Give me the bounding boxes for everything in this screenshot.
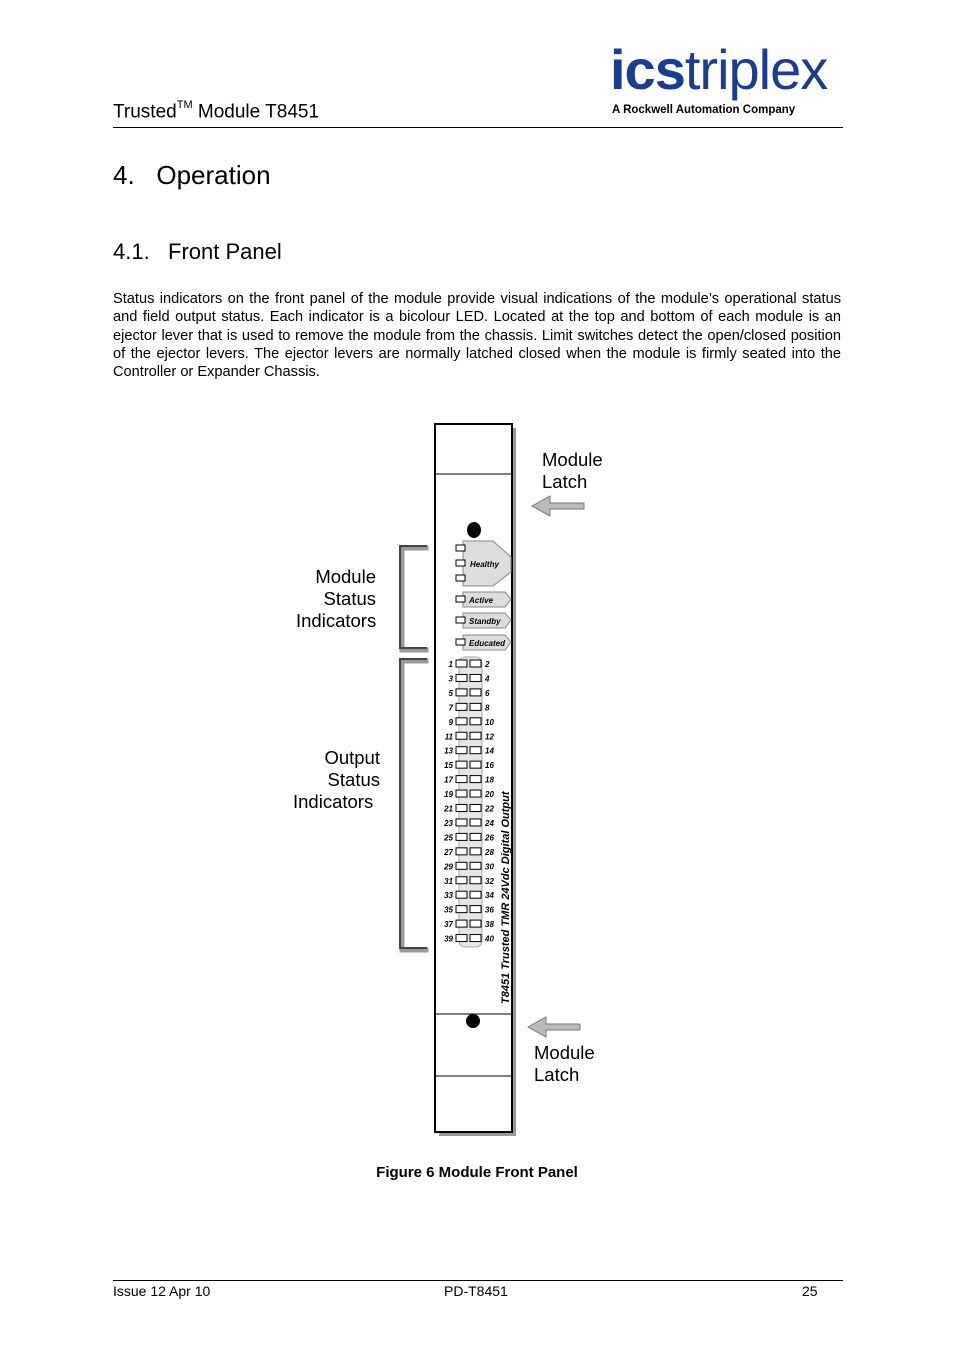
logo-word-1: ics — [610, 38, 685, 101]
body-paragraph: Status indicators on the front panel of the module provide visual indications of the module’s operational status and field output status. Each indicator is a bicolour LED. Located at the top and bottom of each module is an ejector lever that is used to remove the module from the chassis. Limit switches detect the open/closed position of the ejector levers. The ejector levers are normally latched closed when the module is firmly seated into the Controller or Expander Chassis. — [113, 291, 841, 381]
output-channel-label: 20 — [485, 790, 494, 800]
output-led-16 — [470, 761, 481, 768]
output-channel-label: 2 — [485, 660, 490, 669]
active-label: Active — [469, 596, 494, 605]
output-channel-label: 23 — [444, 818, 453, 828]
top-latch-callout: Module Latch — [542, 449, 603, 492]
output-led-21 — [456, 805, 467, 812]
output-channel-label: 25 — [444, 833, 453, 843]
logo-tagline: A Rockwell Automation Company — [612, 104, 796, 116]
bottom-latch-arrow — [528, 1017, 580, 1037]
output-led-36 — [470, 906, 481, 913]
output-channel-label: 36 — [485, 905, 494, 915]
output-led-7 — [456, 703, 467, 710]
output-channel-label: 33 — [444, 891, 453, 901]
output-channel-label: 38 — [485, 920, 494, 930]
output-channel-label: 1 — [448, 660, 453, 669]
healthy-led-2 — [456, 560, 465, 566]
output-led-40 — [470, 935, 481, 942]
output-channel-label: 5 — [448, 688, 453, 698]
output-led-26 — [470, 833, 481, 840]
output-channel-label: 26 — [485, 833, 494, 843]
output-channel-label: 32 — [485, 876, 494, 886]
output-led-29 — [456, 862, 467, 869]
output-channel-label: 35 — [444, 905, 453, 915]
output-led-18 — [470, 776, 481, 783]
output-led-20 — [470, 790, 481, 797]
output-channel-label: 37 — [444, 920, 453, 930]
footer-doc-id: PD-T8451 — [444, 1283, 508, 1299]
bottom-latch-dot — [466, 1014, 480, 1028]
output-channel-label: 9 — [448, 717, 453, 727]
footer-page-number: 25 — [802, 1283, 818, 1299]
output-channel-label: 19 — [444, 790, 453, 800]
healthy-led-3 — [456, 575, 465, 581]
output-led-9 — [456, 718, 467, 725]
output-led-19 — [456, 790, 467, 797]
module-vertical-label: T8451 Trusted TMR 24Vdc Digital Output — [500, 791, 512, 1004]
output-channel-label: 6 — [485, 688, 490, 698]
output-channel-label: 12 — [485, 732, 494, 742]
output-channel-label: 10 — [485, 717, 494, 727]
output-led-13 — [456, 747, 467, 754]
output-led-33 — [456, 891, 467, 898]
output-led-11 — [456, 732, 467, 739]
output-led-5 — [456, 689, 467, 696]
output-channel-label: 11 — [444, 732, 453, 742]
output-bracket — [400, 659, 426, 950]
output-channel-label: 14 — [485, 746, 494, 756]
output-channel-label: 15 — [444, 761, 453, 771]
footer-issue: Issue 12 Apr 10 — [113, 1283, 211, 1299]
output-led-22 — [470, 805, 481, 812]
output-led-38 — [470, 920, 481, 927]
output-led-32 — [470, 877, 481, 884]
output-led-25 — [456, 833, 467, 840]
subsection-heading: 4.1. Front Panel — [113, 239, 282, 264]
output-channel-label: 24 — [485, 818, 494, 828]
output-channel-label: 39 — [444, 934, 453, 944]
output-channel-label: 8 — [485, 703, 490, 713]
output-channel-label: 27 — [444, 847, 453, 857]
output-channel-label: 21 — [444, 804, 453, 814]
output-led-37 — [456, 920, 467, 927]
output-led-35 — [456, 906, 467, 913]
standby-label: Standby — [469, 617, 501, 626]
header-title: Trusted™ Module T8451 — [113, 99, 320, 123]
output-led-28 — [470, 848, 481, 855]
healthy-label: Healthy — [470, 560, 499, 569]
output-led-31 — [456, 877, 467, 884]
output-led-17 — [456, 776, 467, 783]
output-channel-label: 16 — [485, 761, 494, 771]
output-led-2 — [470, 660, 481, 667]
output-channel-label: 31 — [444, 876, 453, 886]
output-indicators-callout: Output Status Indicators — [293, 747, 380, 812]
logo-word-2: triplex — [684, 38, 828, 101]
output-channel-label: 40 — [485, 934, 494, 944]
output-led-15 — [456, 761, 467, 768]
healthy-led-1 — [456, 545, 465, 551]
output-channel-label: 13 — [444, 746, 453, 756]
active-led — [456, 596, 465, 602]
output-led-34 — [470, 891, 481, 898]
output-led-3 — [456, 674, 467, 681]
output-led-8 — [470, 703, 481, 710]
output-led-24 — [470, 819, 481, 826]
output-led-12 — [470, 732, 481, 739]
output-led-23 — [456, 819, 467, 826]
educated-label: Educated — [469, 639, 506, 648]
footer-rule — [113, 1280, 843, 1281]
output-channel-label: 18 — [485, 775, 494, 785]
output-led-4 — [470, 674, 481, 681]
standby-led — [456, 617, 465, 623]
output-led-30 — [470, 862, 481, 869]
output-led-strip — [459, 657, 482, 947]
status-bracket — [400, 546, 426, 650]
bottom-latch-callout: Module Latch — [534, 1042, 595, 1085]
output-channel-label: 22 — [485, 804, 494, 814]
section-heading: 4. Operation — [113, 160, 271, 190]
output-channel-label: 17 — [444, 775, 453, 785]
output-led-1 — [456, 660, 467, 667]
educated-led — [456, 639, 465, 645]
output-channel-label: 28 — [485, 847, 494, 857]
top-latch-dot — [467, 522, 481, 538]
output-led-27 — [456, 848, 467, 855]
output-channel-label: 30 — [485, 862, 494, 872]
output-channel-label: 29 — [444, 862, 453, 872]
output-led-10 — [470, 718, 481, 725]
status-indicators-callout: Module Status Indicators — [296, 566, 377, 631]
output-channel-label: 7 — [448, 703, 453, 713]
output-led-14 — [470, 747, 481, 754]
figure-caption: Figure 6 Module Front Panel — [376, 1164, 578, 1181]
output-channel-label: 3 — [448, 674, 453, 684]
output-led-39 — [456, 935, 467, 942]
output-channel-label: 34 — [485, 891, 494, 901]
output-led-6 — [470, 689, 481, 696]
output-channel-label: 4 — [485, 674, 490, 684]
top-latch-arrow — [532, 496, 584, 516]
